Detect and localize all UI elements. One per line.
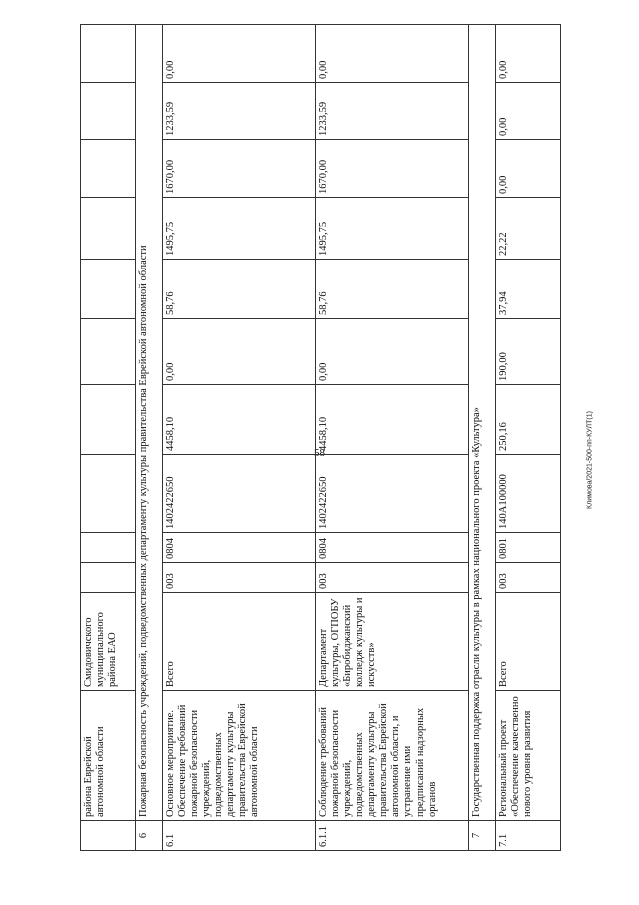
footer-code: Климова/2021-500-пп-КУЛТ(1) xyxy=(586,411,594,509)
name-cell: Соблюдение требований пожарной безопасности учреждений, подведомственных департаменту культуры правительства Еврейской автономной области, и устранение ими предписаний надзорных органов xyxy=(316,691,469,821)
page-number: 58 xyxy=(314,447,325,459)
rzpr-cell: 0801 xyxy=(496,533,561,563)
rzpr-cell: 0804 xyxy=(163,533,316,563)
num-cell: 7.1 xyxy=(496,821,561,851)
value-cell: 0,00 xyxy=(316,319,469,385)
csr-cell: 140А100000 xyxy=(496,455,561,533)
num-cell: 6.1 xyxy=(163,821,316,851)
rzpr-cell: 0804 xyxy=(316,533,469,563)
executor-cell: Департамент культуры, ОГПОБУ «Биробиджанский колледж культуры и искусств» xyxy=(316,593,469,691)
value-cell: 250,16 xyxy=(496,385,561,455)
value-cell: 1495,75 xyxy=(163,198,316,260)
value-cell: 22,22 xyxy=(496,198,561,260)
section-num: 7 xyxy=(469,821,496,851)
budget-table xyxy=(80,24,561,851)
value-cell: 1495,75 xyxy=(316,198,469,260)
document-footer xyxy=(560,60,620,860)
value-cell: 58,76 xyxy=(163,260,316,319)
value-cell: 190,00 xyxy=(496,319,561,385)
value-cell: 1670,00 xyxy=(316,140,469,198)
executor-cell: Смидовичского муниципального района ЕАО xyxy=(81,593,136,691)
value-cell: 4458,10 xyxy=(316,385,469,455)
csr-cell: 1402422650 xyxy=(316,455,469,533)
value-cell: 0,00 xyxy=(163,319,316,385)
table-row xyxy=(316,25,469,851)
grbs-cell: 003 xyxy=(496,563,561,593)
value-cell: 4458,10 xyxy=(163,385,316,455)
value-cell: 0,00 xyxy=(496,25,561,83)
table-row xyxy=(496,25,561,851)
section-row xyxy=(136,25,163,851)
value-cell: 0,00 xyxy=(316,25,469,83)
section-row xyxy=(469,25,496,851)
name-cell: Основное мероприятие. Обеспечение требований пожарной безопасности учреждений, подведомственных департаменту культуры правительства Еврейской автономной области xyxy=(163,691,316,821)
value-cell: 37,94 xyxy=(496,260,561,319)
num-cell: 6.1.1 xyxy=(316,821,469,851)
table-row xyxy=(163,25,316,851)
value-cell: 1233,59 xyxy=(316,83,469,140)
value-cell: 1670,00 xyxy=(163,140,316,198)
table-row xyxy=(81,25,136,851)
value-cell: 0,00 xyxy=(496,83,561,140)
csr-cell: 1402422650 xyxy=(163,455,316,533)
section-title: Государственная поддержка отрасли культуры в рамках национального проекта «Культура» xyxy=(469,25,496,821)
value-cell: 58,76 xyxy=(316,260,469,319)
grbs-cell: 003 xyxy=(163,563,316,593)
value-cell: 0,00 xyxy=(163,25,316,83)
num-cell xyxy=(81,821,136,851)
table-container xyxy=(80,55,555,851)
value-cell: 1233,59 xyxy=(163,83,316,140)
executor-cell: Всего xyxy=(496,593,561,691)
section-title: Пожарная безопасность учреждений, подведомственных департаменту культуры правительства Еврейской автономной области xyxy=(136,25,163,821)
section-num: 6 xyxy=(136,821,163,851)
executor-cell: Всего xyxy=(163,593,316,691)
value-cell: 0,00 xyxy=(496,140,561,198)
name-cell: Региональный проект «Обеспечение качественно нового уровня развития xyxy=(496,691,561,821)
grbs-cell: 003 xyxy=(316,563,469,593)
name-cell: района Еврейской автономной области xyxy=(81,691,136,821)
